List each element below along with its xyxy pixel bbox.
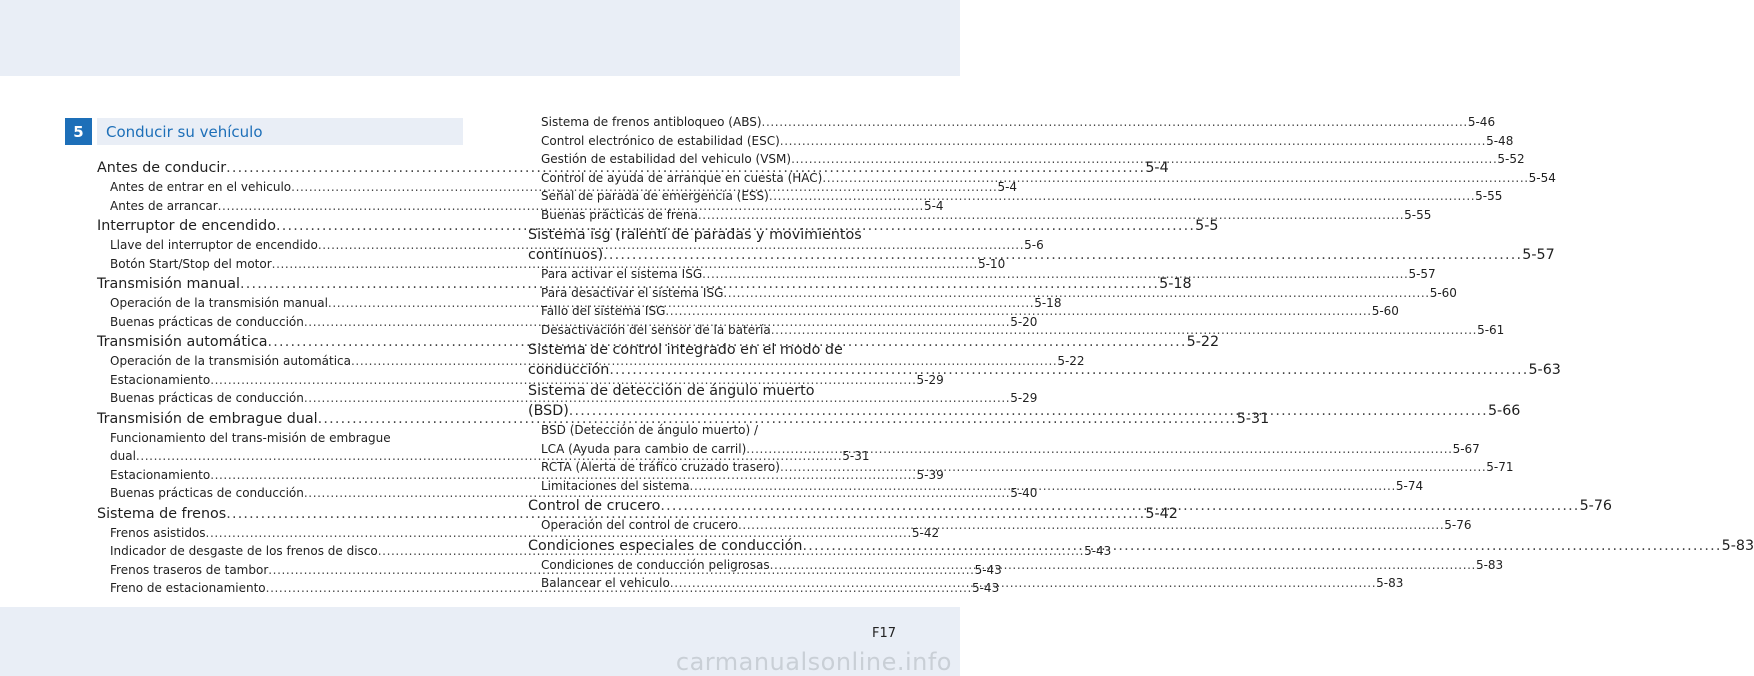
dot-leader <box>690 477 1396 496</box>
toc-subentry[interactable]: RCTA (Alerta de tráfico cruzado trasero) ..... 5-71 <box>528 458 894 477</box>
dot-leader <box>802 536 1721 556</box>
toc-subentry[interactable]: Para desactivar el sistema ISG ..... 5-60 <box>528 284 894 303</box>
toc-entry-line: Sistema de control integrado en el modo de <box>528 342 843 358</box>
toc-subentry-line: BSD (Detección de ángulo muerto) / <box>541 423 759 437</box>
dot-leader <box>723 284 1429 303</box>
toc-subentry[interactable]: Buenas prácticas de conducción ..... 5-40 <box>97 484 463 503</box>
toc-subentry[interactable]: Operación de la transmisión manual ..... 5-18 <box>97 294 463 313</box>
toc-entry[interactable]: Condiciones especiales de conducción ..... 5-83 <box>528 536 894 556</box>
toc-subentry[interactable]: Balancear el vehiculo ..... 5-83 <box>528 574 894 593</box>
chapter-title: Conducir su vehículo <box>97 118 463 145</box>
toc-subentry[interactable]: Para activar el sistema ISG ..... 5-57 <box>528 265 894 284</box>
toc-entry[interactable]: Transmisión automática ..... 5-22 <box>97 332 463 352</box>
toc-subentry[interactable]: Indicador de desgaste de los frenos de disco ..... 5-43 <box>97 542 463 561</box>
toc-subentry[interactable]: Antes de arrancar ..... 5-4 <box>97 197 463 216</box>
toc-subentry[interactable]: Operación de la transmisión automática ..... 5-22 <box>97 352 463 371</box>
dot-leader <box>702 265 1408 284</box>
toc-entry[interactable]: Transmisión de embrague dual ..... 5-31 <box>97 409 463 429</box>
dot-leader <box>769 187 1475 206</box>
toc-subentry[interactable]: Buenas prácticas de frena ..... 5-55 <box>528 206 894 225</box>
dot-leader <box>698 206 1404 225</box>
toc-entry[interactable]: Interruptor de encendido ..... 5-5 <box>97 216 463 236</box>
toc-subentry[interactable]: Desactivación del sensor de la batería ..... 5-61 <box>528 321 894 340</box>
toc-subentry[interactable]: Estacionamiento ..... 5-39 <box>97 466 463 485</box>
dot-leader <box>822 169 1528 188</box>
toc-entry[interactable]: Control de crucero ..... 5-76 <box>528 496 894 516</box>
dot-leader <box>738 516 1444 535</box>
toc-subentry-line: Funcionamiento del trans-misión de embrague <box>110 430 391 445</box>
toc-subentry[interactable]: Botón Start/Stop del motor ..... 5-10 <box>97 255 463 274</box>
toc-subentry[interactable]: Fallo del sistema ISG ..... 5-60 <box>528 302 894 321</box>
page-number: F17 <box>871 626 896 641</box>
toc-subentry[interactable]: Llave del interruptor de encendido ..... 5-6 <box>97 236 463 255</box>
dot-leader <box>665 302 1371 321</box>
toc-subentry[interactable]: Señal de parada de emergencia (ESS) ..... 5-55 <box>528 187 894 206</box>
toc-subentry[interactable]: Limitaciones del sistema ..... 5-74 <box>528 477 894 496</box>
toc-subentry[interactable]: Operación del control de crucero ..... 5-76 <box>528 516 894 535</box>
toc-subentry[interactable]: Freno de estacionamiento ..... 5-43 <box>97 579 463 598</box>
dot-leader <box>771 321 1477 340</box>
toc-entry[interactable]: Sistema de frenos ..... 5-42 <box>97 504 463 524</box>
dot-leader <box>780 458 1486 477</box>
dot-leader <box>780 132 1486 151</box>
dot-leader <box>670 574 1376 593</box>
toc-entry[interactable]: Antes de conducir ..... 5-4 <box>97 158 463 178</box>
toc-subentry[interactable]: Buenas prácticas de conducción ..... 5-29 <box>97 389 463 408</box>
dot-leader <box>603 245 1522 265</box>
toc-entry[interactable]: conducción ..... 5-63 <box>528 360 894 380</box>
toc-entry[interactable]: Transmisión manual ..... 5-18 <box>97 274 463 294</box>
toc-entry-line: Sistema de detección de ángulo muerto <box>528 383 815 399</box>
chapter-header <box>65 118 463 145</box>
watermark: carmanualsonline.info <box>675 648 952 676</box>
toc-subentry[interactable]: Antes de entrar en el vehiculo ..... 5-4 <box>97 178 463 197</box>
toc-subentry[interactable]: Control electrónico de estabilidad (ESC) ..... 5-48 <box>528 132 894 151</box>
dot-leader <box>609 360 1528 380</box>
toc-subentry[interactable]: Buenas prácticas de conducción ..... 5-20 <box>97 313 463 332</box>
toc-entry[interactable]: (BSD) ..... 5-66 <box>528 401 894 421</box>
toc-subentry[interactable]: Frenos asistidos ..... 5-42 <box>97 524 463 543</box>
toc-subentry[interactable]: Gestión de estabilidad del vehiculo (VSM) ..... 5-52 <box>528 150 894 169</box>
dot-leader <box>762 113 1468 132</box>
dot-leader <box>660 496 1579 516</box>
dot-leader <box>569 401 1488 421</box>
dot-leader <box>746 440 1452 459</box>
toc-subentry[interactable]: Frenos traseros de tambor ..... 5-43 <box>97 561 463 580</box>
toc-subentry[interactable]: LCA (Ayuda para cambio de carril) ..... 5-67 <box>528 440 894 459</box>
toc-subentry[interactable]: Estacionamiento ..... 5-29 <box>97 371 463 390</box>
top-band <box>0 0 960 76</box>
chapter-number: 5 <box>65 118 92 145</box>
toc-entry[interactable]: continuos) ..... 5-57 <box>528 245 894 265</box>
toc-subentry[interactable]: Sistema de frenos antibloqueo (ABS) ..... 5-46 <box>528 113 894 132</box>
toc-subentry[interactable]: dual ..... 5-31 <box>97 447 463 466</box>
toc-subentry[interactable]: Condiciones de conducción peligrosas ..... 5-83 <box>528 556 894 575</box>
dot-leader <box>770 556 1476 575</box>
toc-entry-line: Sistema isg (ralentí de paradas y movimientos <box>528 227 862 243</box>
dot-leader <box>791 150 1497 169</box>
toc-subentry[interactable]: Control de ayuda de arranque en cuesta (HAC) ..... 5-54 <box>528 169 894 188</box>
